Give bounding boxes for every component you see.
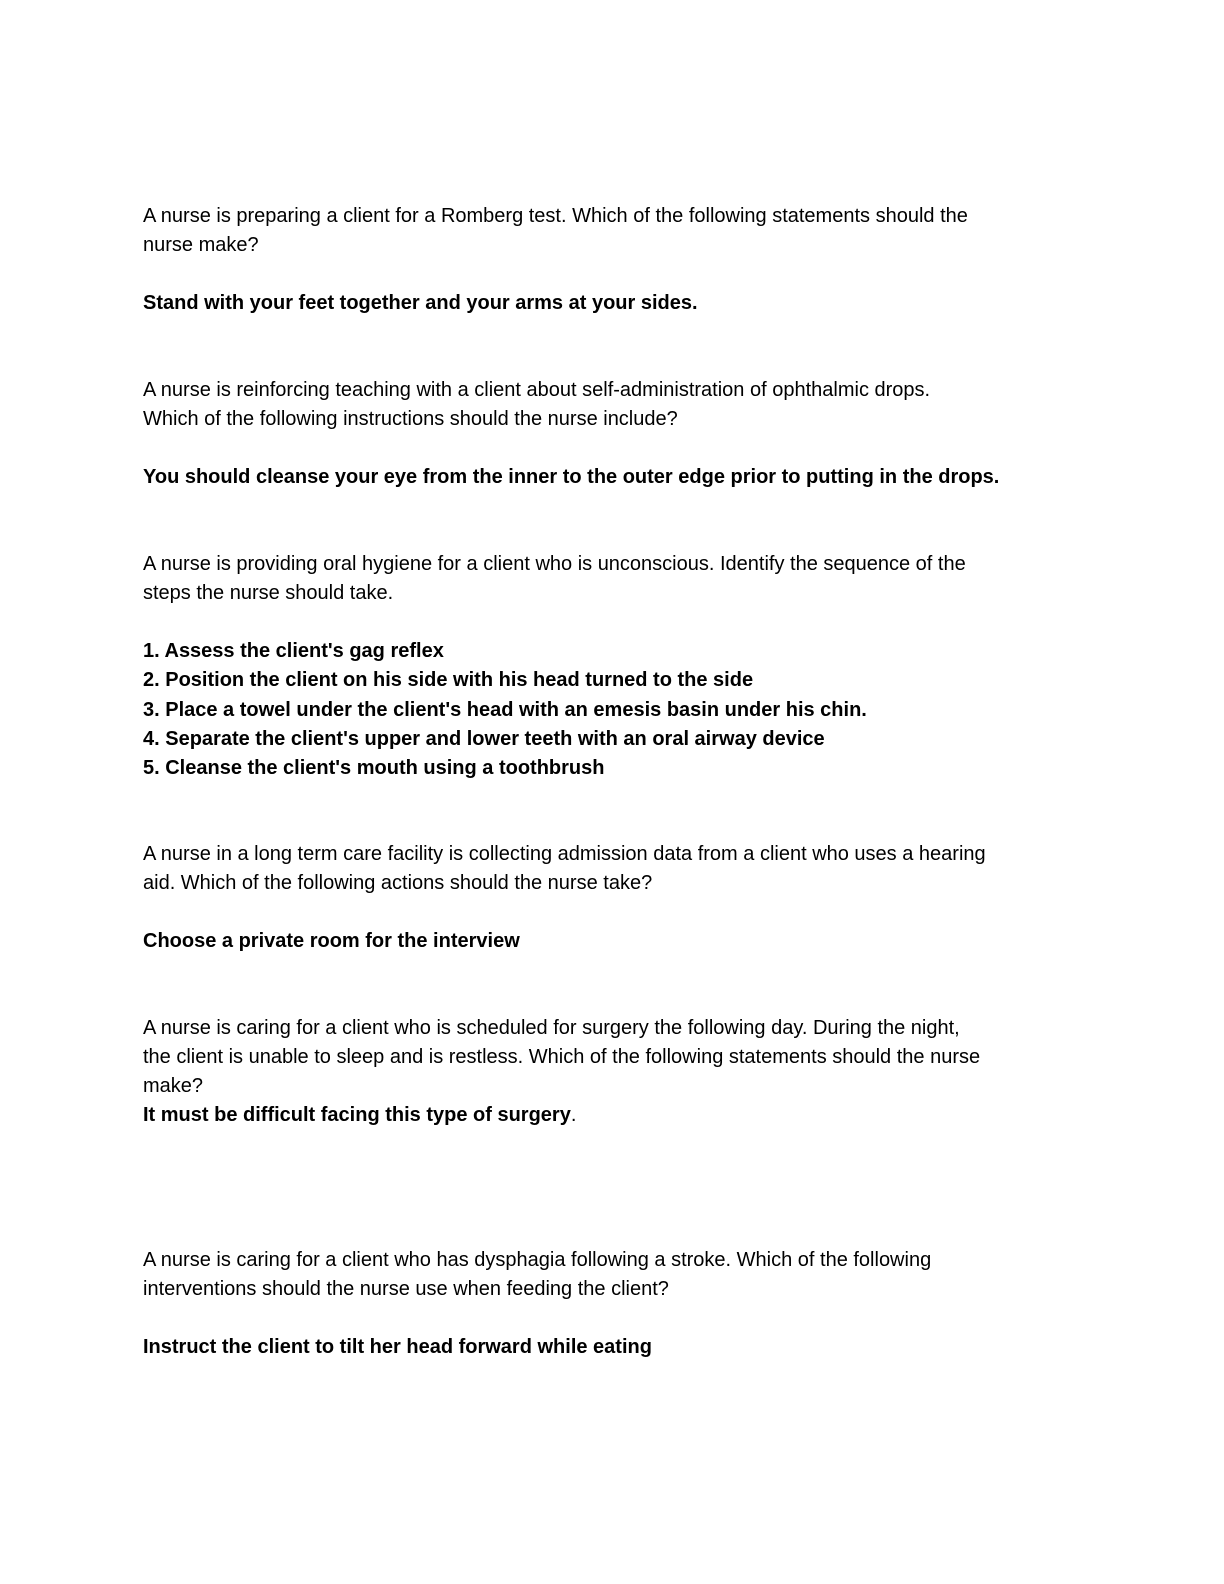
question-3-answer-step-5: 5. Cleanse the client's mouth using a toothbrush (143, 757, 605, 779)
question-1-text-line-2: nurse make? (143, 234, 259, 256)
question-3-answer-step-4: 4. Separate the client's upper and lower teeth with an oral airway device (143, 728, 825, 750)
question-1-answer: Stand with your feet together and your arms at your sides. (143, 292, 698, 314)
question-4-text-line-1: A nurse in a long term care facility is collecting admission data from a client who uses a hearing (143, 843, 986, 865)
question-3-answer-step-2: 2. Position the client on his side with his head turned to the side (143, 669, 754, 691)
question-2-answer: You should cleanse your eye from the inner to the outer edge prior to putting in the drops. (143, 466, 1000, 488)
question-4-text-line-2: aid. Which of the following actions should the nurse take? (143, 872, 653, 894)
question-5-text-line-3: make? (143, 1075, 204, 1097)
question-5-text-line-1: A nurse is caring for a client who is scheduled for surgery the following day. During the night, (143, 1017, 960, 1039)
question-5-answer-period: . (570, 1104, 577, 1126)
question-3-answer-step-3: 3. Place a towel under the client's head with an emesis basin under his chin. (143, 699, 867, 721)
question-6-text-line-1: A nurse is caring for a client who has dysphagia following a stroke. Which of the following (143, 1249, 932, 1271)
question-5-text-line-2: the client is unable to sleep and is restless. Which of the following statements should the nurse (143, 1046, 981, 1068)
question-3-text-line-1: A nurse is providing oral hygiene for a client who is unconscious. Identify the sequence of the (143, 553, 966, 575)
question-6-text-line-2: interventions should the nurse use when feeding the client? (143, 1278, 669, 1300)
question-3-text-line-2: steps the nurse should take. (143, 582, 394, 604)
question-1-text-line-1: A nurse is preparing a client for a Romberg test. Which of the following statements should the (143, 205, 968, 227)
question-2-text-line-2: Which of the following instructions should the nurse include? (143, 408, 678, 430)
question-4-answer: Choose a private room for the interview (143, 930, 520, 952)
question-2-text-line-1: A nurse is reinforcing teaching with a client about self-administration of ophthalmic drops. (143, 379, 931, 401)
question-5-answer-text: It must be difficult facing this type of surgery (143, 1104, 571, 1126)
question-6-answer: Instruct the client to tilt her head forward while eating (143, 1336, 652, 1358)
question-5-answer (143, 1101, 1083, 1130)
question-3-answer-step-1: 1. Assess the client's gag reflex (143, 640, 444, 662)
